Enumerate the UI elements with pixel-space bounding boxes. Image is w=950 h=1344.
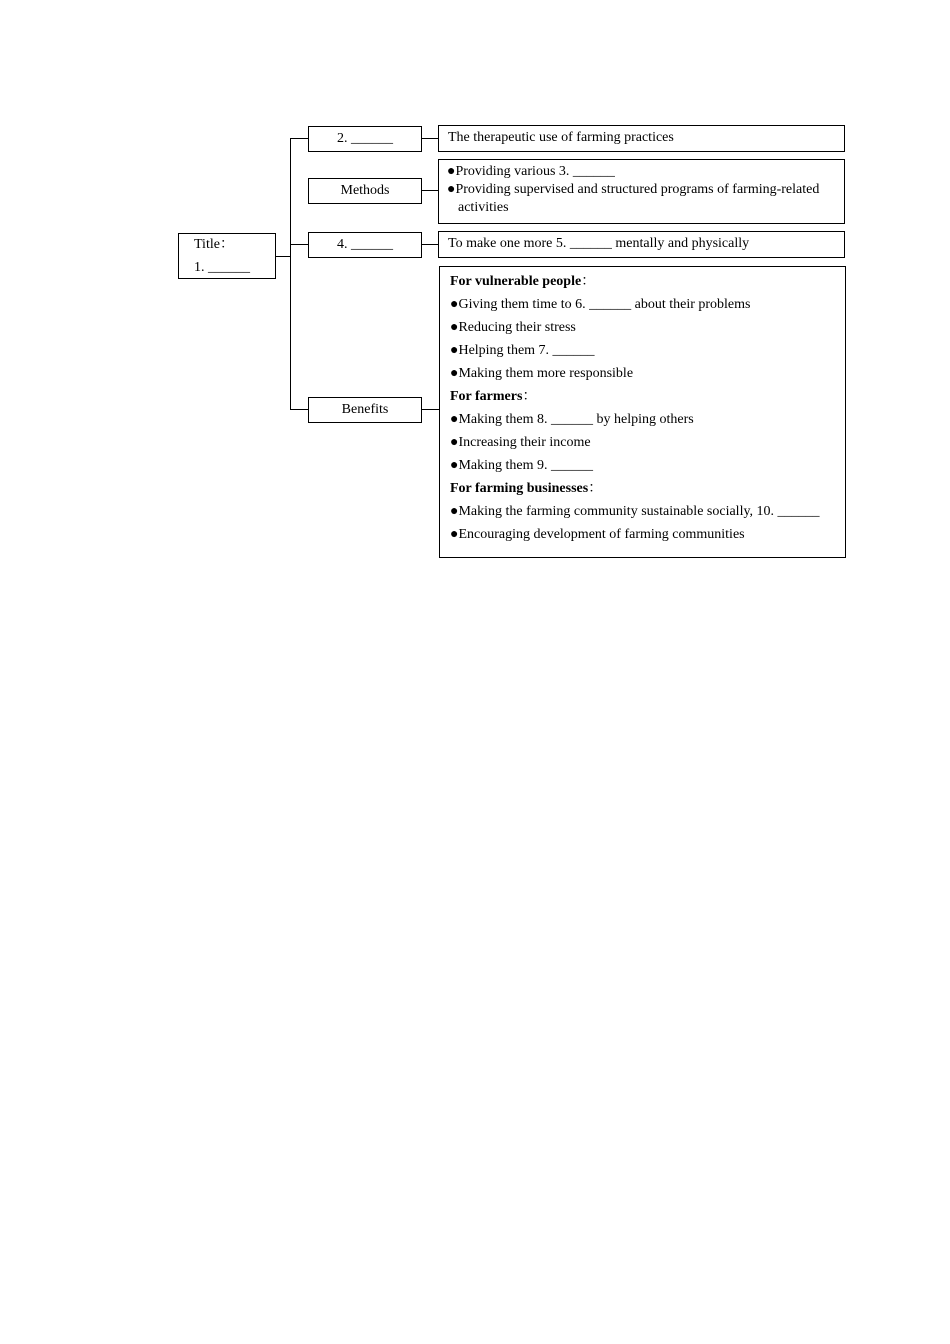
item2-detail: The therapeutic use of farming practices [448, 130, 674, 145]
business-heading: For farming businesses [450, 481, 589, 496]
connector-methods-detail [422, 190, 439, 191]
methods-line-1: ●Providing various 3. ______ [447, 164, 615, 179]
item4-label: 4. ______ [337, 237, 393, 252]
farmers-heading-row [450, 388, 845, 411]
heading-colon: ： [581, 274, 596, 289]
title-label: Title： [194, 237, 234, 252]
farmers-heading: For farmers [450, 389, 523, 404]
connector-title-trunk [276, 256, 291, 257]
farmers-item-2: ●Increasing their income [450, 435, 591, 450]
methods-line-2: ●Providing supervised and structured programs of farming-related [447, 182, 820, 197]
title-box [178, 233, 276, 279]
benefits-detail-box [439, 266, 846, 558]
vulnerable-item-1: ●Giving them time to 6. ______ about their problems [450, 297, 751, 312]
methods-line-3: activities [458, 200, 509, 215]
vulnerable-item-2: ●Reducing their stress [450, 320, 576, 335]
methods-box [308, 178, 422, 204]
item4-detail: To make one more 5. ______ mentally and physically [448, 236, 750, 251]
vulnerable-heading-row [450, 273, 845, 296]
business-heading-row [450, 480, 845, 503]
item2-label: 2. ______ [337, 131, 393, 146]
vulnerable-heading: For vulnerable people [450, 274, 582, 289]
methods-label: Methods [340, 183, 390, 198]
benefits-box [308, 397, 422, 423]
item2-box [308, 126, 422, 152]
business-item-2: ●Encouraging development of farming communities [450, 527, 745, 542]
vulnerable-item-3: ●Helping them 7. ______ [450, 343, 595, 358]
connector-item2-detail [422, 138, 439, 139]
vulnerable-item-4: ●Making them more responsible [450, 366, 634, 381]
item2-detail-box [438, 125, 845, 152]
heading-colon: ： [588, 481, 603, 496]
connector-to-benefits [290, 409, 309, 410]
item4-detail-box [438, 231, 845, 258]
farmers-item-3: ●Making them 9. ______ [450, 458, 594, 473]
benefits-label: Benefits [341, 402, 389, 417]
business-item-1: ●Making the farming community sustainable socially, 10. ______ [450, 504, 820, 519]
methods-detail-box [438, 159, 845, 224]
farmers-item-1: ●Making them 8. ______ by helping others [450, 412, 694, 427]
heading-colon: ： [522, 389, 537, 404]
title-blank: 1. ______ [194, 260, 250, 275]
connector-to-item2 [290, 138, 309, 139]
connector-item4-detail [422, 244, 439, 245]
item4-box [308, 232, 422, 258]
connector-to-item4 [290, 244, 309, 245]
connector-trunk [290, 138, 291, 410]
connector-benefits-detail [422, 409, 440, 410]
